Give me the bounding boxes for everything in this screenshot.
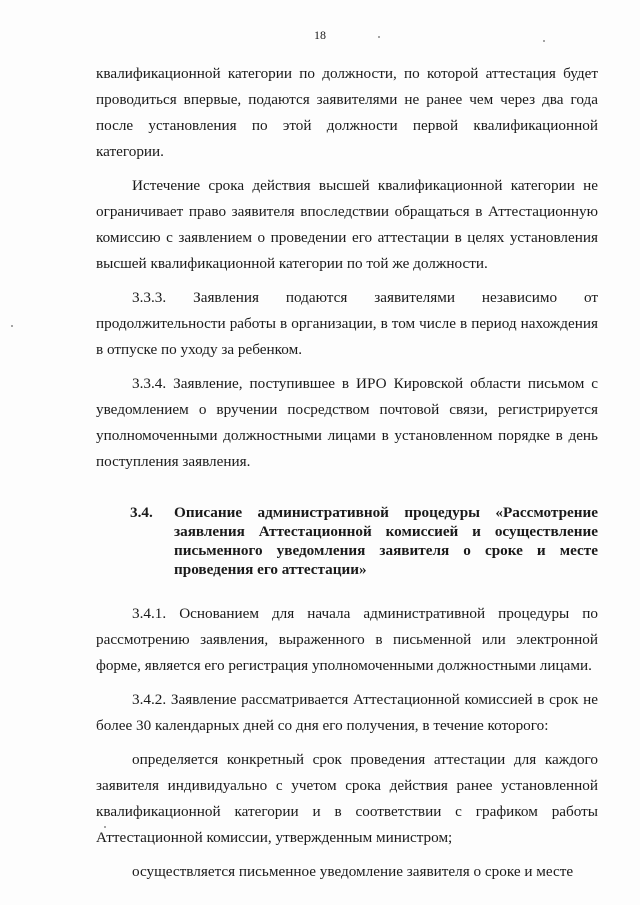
paragraph-notification: осуществляется письменное уведомление заявителя о сроке и месте	[132, 863, 574, 880]
paragraph-3-3-3: 3.3.3. Заявления подаются заявителями независимо от продолжительности работы в организации, в том числе в период нахождения в отпуске по уходу за ребенком.	[96, 289, 598, 358]
paragraph-determine-term: определяется конкретный срок проведения аттестации для каждого заявителя индивидуально с учетом срока действия ранее установленной квалификационной категории и в соответствии с графиком работы Аттестационной комиссии, утвержденным министром;	[96, 751, 598, 846]
text-block-top	[96, 61, 598, 885]
scan-speck	[11, 325, 13, 327]
section-title: Описание административной процедуры «Рассмотрение заявления Аттестационной комиссией и осуществление письменного уведомления заявителя о сроке и месте проведения его аттестации»	[174, 504, 598, 578]
section-heading-3-4	[96, 503, 598, 579]
paragraph-3-3-4: 3.3.4. Заявление, поступившее в ИРО Кировской области письмом с уведомлением о вручении посредством почтовой связи, регистрируется уполномоченными должностными лицами в установленном порядке в день поступления заявления.	[96, 375, 598, 470]
paragraph-continuation: квалификационной категории по должности, по которой аттестация будет проводиться впервые, подаются заявителями не ранее чем через два года после установления по этой должности первой квалификационной категории.	[96, 65, 598, 160]
page-number: 18	[314, 28, 326, 42]
section-number: 3.4.	[130, 504, 153, 521]
paragraph-3-4-1: 3.4.1. Основанием для начала административной процедуры по рассмотрению заявления, выраженного в письменной или электронной форме, является его регистрация уполномоченными должностными лицами.	[96, 605, 598, 674]
scan-speck	[543, 40, 545, 42]
paragraph-3-4-2: 3.4.2. Заявление рассматривается Аттестационной комиссией в срок не более 30 календарных дней со дня его получения, в течение которого:	[96, 691, 598, 734]
scan-speck	[104, 826, 106, 828]
paragraph-expiry: Истечение срока действия высшей квалификационной категории не ограничивает право заявителя впоследствии обращаться в Аттестационную комиссию с заявлением о проведении его аттестации в целях установления высшей квалификационной категории по той же должности.	[96, 177, 598, 272]
scan-speck	[378, 36, 380, 38]
